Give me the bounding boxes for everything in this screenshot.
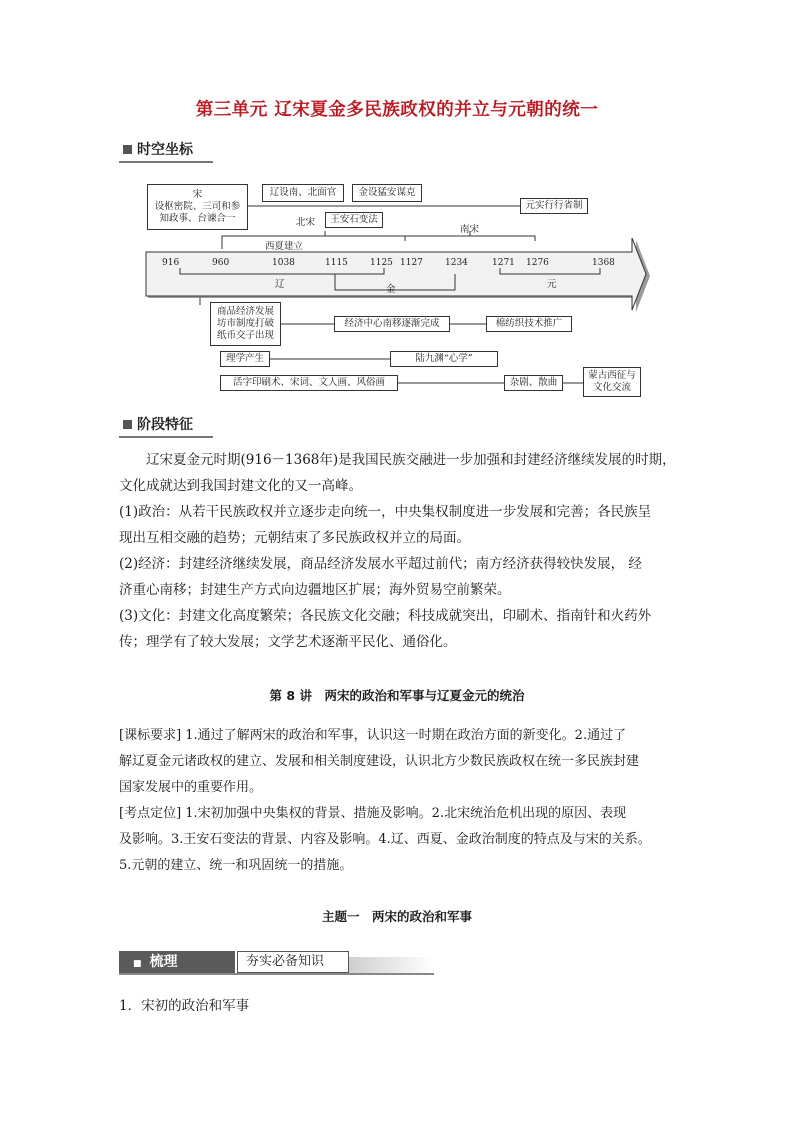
text-line: (1)政治：从若干民族政权并立逐步走向统一，中央集权制度进一步发展和完善；各民族呈 [119, 504, 652, 520]
label-nansong: 南宋 [460, 224, 480, 235]
label-yuan: 元 [547, 279, 557, 290]
text-line: 传；理学有了较大发展；文学艺术逐渐平民化、通俗化。 [119, 634, 457, 650]
lujiuyuan-box: 陆九渊“心学” [390, 351, 498, 367]
song-institution-box [147, 184, 248, 230]
box-line: 宋 [192, 189, 203, 200]
commodity-economy-box [210, 302, 281, 346]
band-dark-text: 梳理 [149, 954, 178, 970]
box-line: 商品经济发展 [216, 306, 274, 317]
text-line: [课标要求] 1.通过了解两宋的政治和军事，认识这一时期在政治方面的新变化。2.通过了 [119, 728, 627, 743]
tick-label: 1276 [526, 258, 549, 268]
tick-label: 1127 [400, 258, 423, 268]
item-heading: 1．宋初的政治和军事 [119, 998, 250, 1014]
features-text [119, 447, 679, 655]
tick-label: 960 [212, 258, 230, 268]
tick-label: 1368 [592, 258, 615, 268]
section-header-features [119, 415, 223, 435]
band-underline [119, 973, 434, 975]
economic-center-box: 经济中心南移逐渐完成 [334, 316, 450, 332]
text-line: 现出互相交融的趋势；元朝结束了多民族政权并立的局面。 [119, 530, 470, 546]
theme-title: 主题一 两宋的政治和军事 [321, 909, 472, 924]
tick-label: 916 [162, 258, 180, 268]
section-header-label: 时空坐标 [137, 142, 193, 158]
wanganshi-reform-box: 王安石变法 [325, 212, 383, 228]
box-line: 知政事、台谏合一 [159, 213, 236, 224]
square-bullet-icon: ■ [133, 959, 142, 969]
liao-official-box: 辽设南、北面官 [262, 184, 344, 202]
tick-label: 1038 [272, 258, 295, 268]
box-line: 纸币交子出现 [216, 330, 274, 341]
requirements-text [119, 723, 679, 879]
yuan-province-box: 元实行行省制 [520, 198, 588, 214]
text-line: 5.元朝的建立、统一和巩固统一的措施。 [119, 858, 353, 873]
label-jin: 金 [386, 284, 396, 295]
lecture-title: 第 8 讲 两宋的政治和军事与辽夏金元的统治 [269, 688, 525, 703]
text-line: 国家发展中的重要作用。 [119, 780, 263, 795]
band-dark-label [119, 951, 235, 973]
label-xixia: 西夏建立 [265, 241, 304, 252]
mongol-exchange-box [583, 367, 641, 397]
tick-label: 1125 [370, 258, 393, 268]
text-line: 辽宋夏金元时期(916－1368年)是我国民族交融进一步加强和封建经济继续发展的时期， [146, 452, 676, 468]
label-beisong: 北宋 [296, 217, 316, 228]
tick-label: 1271 [492, 258, 515, 268]
text-line: 及影响。3.王安石变法的背景、内容及影响。4.辽、西夏、金政治制度的特点及与宋的关系。 [119, 832, 651, 847]
lixue-box: 理学产生 [220, 351, 270, 367]
text-line: (3)文化：封建文化高度繁荣；各民族文化交融；科技成就突出，印刷术、指南针和火药外 [119, 608, 652, 624]
section-underline [119, 436, 213, 438]
text-line: (2)经济：封建经济继续发展，商品经济发展水平超过前代；南方经济获得较快发展， 经 [119, 556, 642, 572]
jin-system-box: 金设猛安谋克 [352, 184, 422, 202]
tick-label: 1234 [445, 258, 468, 268]
square-bullet-icon [123, 420, 132, 429]
text-line: 文化成就达到我国封建文化的又一高峰。 [119, 478, 362, 494]
sorting-band [119, 951, 434, 975]
band-gradient-tail [349, 957, 434, 973]
band-light-label: 夯实必备知识 [237, 951, 349, 973]
label-liao: 辽 [275, 279, 285, 290]
box-line: 设枢密院、三司和参 [154, 201, 241, 212]
box-line: 坊市制度打破 [216, 318, 274, 329]
unit-title: 第三单元 辽宋夏金多民族政权的并立与元朝的统一 [195, 100, 599, 120]
text-line: [考点定位] 1.宋初加强中央集权的背景、措施及影响。2.北宋统治危机出现的原因、表现 [119, 806, 627, 821]
culture-box: 活字印刷术、宋词、文人画、风俗画 [220, 375, 398, 391]
section-header-label: 阶段特征 [137, 417, 193, 433]
cotton-textile-box: 棉纺织技术推广 [486, 316, 572, 332]
box-line: 蒙古西征与 [588, 370, 636, 381]
tick-label: 1115 [325, 258, 348, 268]
text-line: 济重心南移；封建生产方式向边疆地区扩展；海外贸易空前繁荣。 [119, 582, 511, 598]
zaju-box: 杂剧、散曲 [504, 375, 563, 391]
box-line: 文化交流 [592, 382, 631, 393]
text-line: 解辽夏金元诸政权的建立、发展和相关制度建设，认识北方少数民族政权在统一多民族封建 [119, 754, 640, 769]
